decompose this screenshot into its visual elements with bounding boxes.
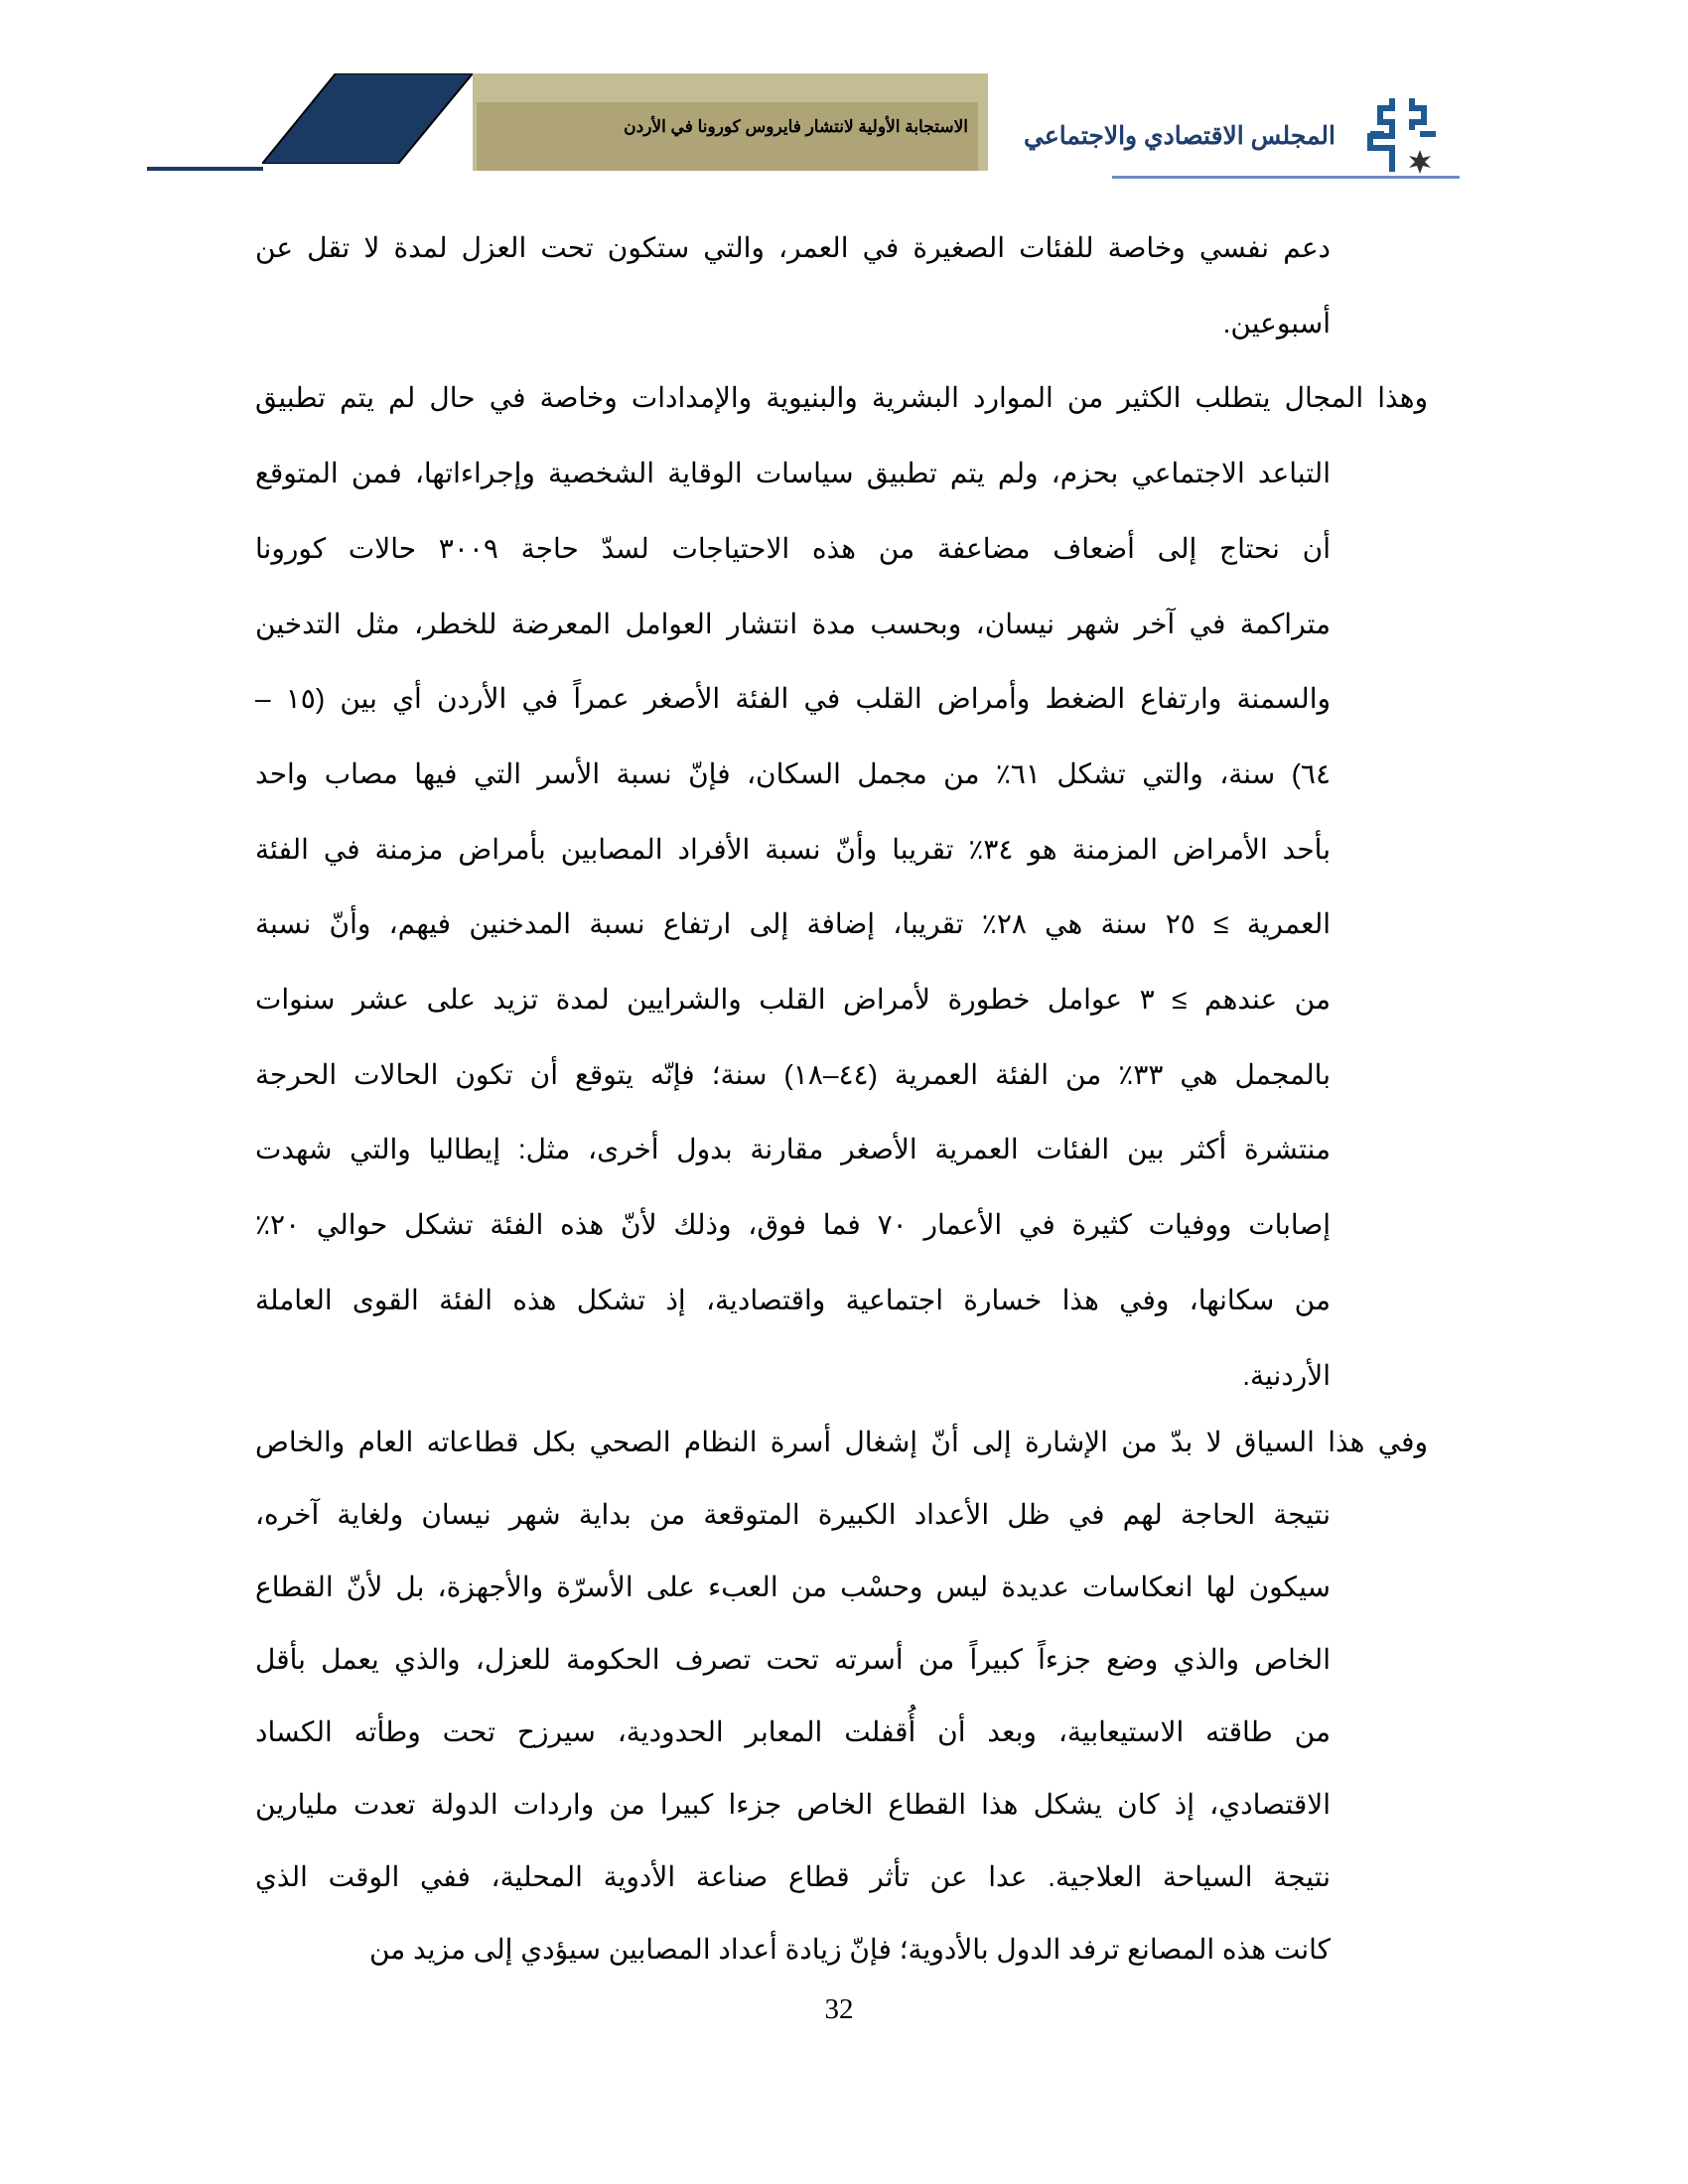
logo-text: المجلس الاقتصادي والاجتماعي [1024, 122, 1336, 150]
header-navy-parallelogram [262, 73, 473, 164]
paragraph-line: من عندهم ≥ ٣ عوامل خطورة لأمراض القلب والشرايين لمدة تزيد على عشر سنوات [255, 984, 1331, 1015]
paragraph-line: نتيجة السياحة العلاجية. عدا عن تأثر قطاع صناعة الأدوية المحلية، ففي الوقت الذي [255, 1861, 1331, 1892]
paragraph-line: الخاص والذي وضع جزءاً كبيراً من أسرته تحت تصرف الحكومة للعزل، والذي يعمل بأقل [255, 1644, 1331, 1675]
document-title: الاستجابة الأولية لانتشار فايروس كورونا في الأردن [624, 117, 968, 136]
paragraph-line: إصابات ووفيات كثيرة في الأعمار ٧٠ فما فوق، وذلك لأنّ هذه الفئة تشكل حوالي ٢٠٪ [255, 1209, 1332, 1241]
paragraph-line: ٦٤) سنة، والتي تشكل ٦١٪ من مجمل السكان، فإنّ نسبة الأسر التي فيها مصاب واحد [255, 757, 1331, 789]
page-number: 32 [824, 1993, 854, 2025]
paragraph-line: بالمجمل هي ٣٣٪ من الفئة العمرية (٤٤–١٨) سنة؛ فإنّه يتوقع أن تكون الحالات الحرجة [255, 1058, 1331, 1090]
paragraph-line: كانت هذه المصانع ترفد الدول بالأدوية؛ فإنّ زيادة أعداد المصابين سيؤدي إلى مزيد من [368, 1934, 1331, 1965]
paragraph-line: منتشرة أكثر بين الفئات العمرية الأصغر مقارنة بدول أخرى، مثل: إيطاليا والتي شهدت [255, 1134, 1331, 1165]
paragraph-line: من طاقته الاستيعابية، وبعد أن أُقفلت المعابر الحدودية، سيرزح تحت وطأته الكساد [255, 1716, 1331, 1747]
paragraph-line: والسمنة وارتفاع الضغط وأمراض القلب في الفئة الأصغر عمراً في الأردن أي بين (١٥ – [255, 683, 1331, 715]
logo-underline [1112, 176, 1460, 179]
header-left-rule [147, 167, 263, 171]
paragraph-line: الأردنية. [1242, 1359, 1331, 1391]
paragraph-line: دعم نفسي وخاصة للفئات الصغيرة في العمر، والتي ستكون تحت العزل لمدة لا تقل عن [255, 232, 1331, 263]
paragraph-line: أسبوعين. [1222, 307, 1331, 339]
paragraph-line: أن نحتاج إلى أضعاف مضاعفة من هذه الاحتياجات لسدّ حاجة ٣٠٠٩ حالات كورونا [255, 532, 1331, 564]
paragraph-line: وهذا المجال يتطلب الكثير من الموارد البشرية والبنيوية والإمدادات وخاصة في حال لم يتم تطبيق [255, 382, 1428, 414]
paragraph-line: متراكمة في آخر شهر نيسان، وبحسب مدة انتشار العوامل المعرضة للخطر، مثل التدخين [255, 608, 1331, 639]
paragraph-line: نتيجة الحاجة لهم في ظل الأعداد الكبيرة المتوقعة من بداية شهر نيسان ولغاية آخره، [255, 1499, 1331, 1530]
council-logo-icon [1362, 94, 1442, 176]
paragraph-line: التباعد الاجتماعي بحزم، ولم يتم تطبيق سياسات الوقاية الشخصية وإجراءاتها، فمن المتوقع [255, 458, 1331, 489]
paragraph-line: العمرية ≥ ٢٥ سنة هي ٢٨٪ تقريبا، إضافة إلى ارتفاع نسبة المدخنين فيهم، وأنّ نسبة [255, 908, 1332, 940]
paragraph-line: من سكانها، وفي هذا خسارة اجتماعية واقتصادية، إذ تشكل هذه الفئة القوى العاملة [255, 1284, 1331, 1315]
paragraph-line: بأحد الأمراض المزمنة هو ٣٤٪ تقريبا وأنّ نسبة الأفراد المصابين بأمراض مزمنة في الفئة [255, 833, 1331, 865]
paragraph-line: سيكون لها انعكاسات عديدة ليس وحسْب من العبء على الأسرّة والأجهزة، بل لأنّ القطاع [255, 1571, 1331, 1602]
paragraph-line: وفي هذا السياق لا بدّ من الإشارة إلى أنّ إشغال أسرة النظام الصحي بكل قطاعاته العام والخاص [255, 1427, 1428, 1457]
paragraph-line: الاقتصادي، إذ كان يشكل هذا القطاع الخاص جزءا كبيرا من واردات الدولة تعدت مليارين [255, 1789, 1331, 1820]
